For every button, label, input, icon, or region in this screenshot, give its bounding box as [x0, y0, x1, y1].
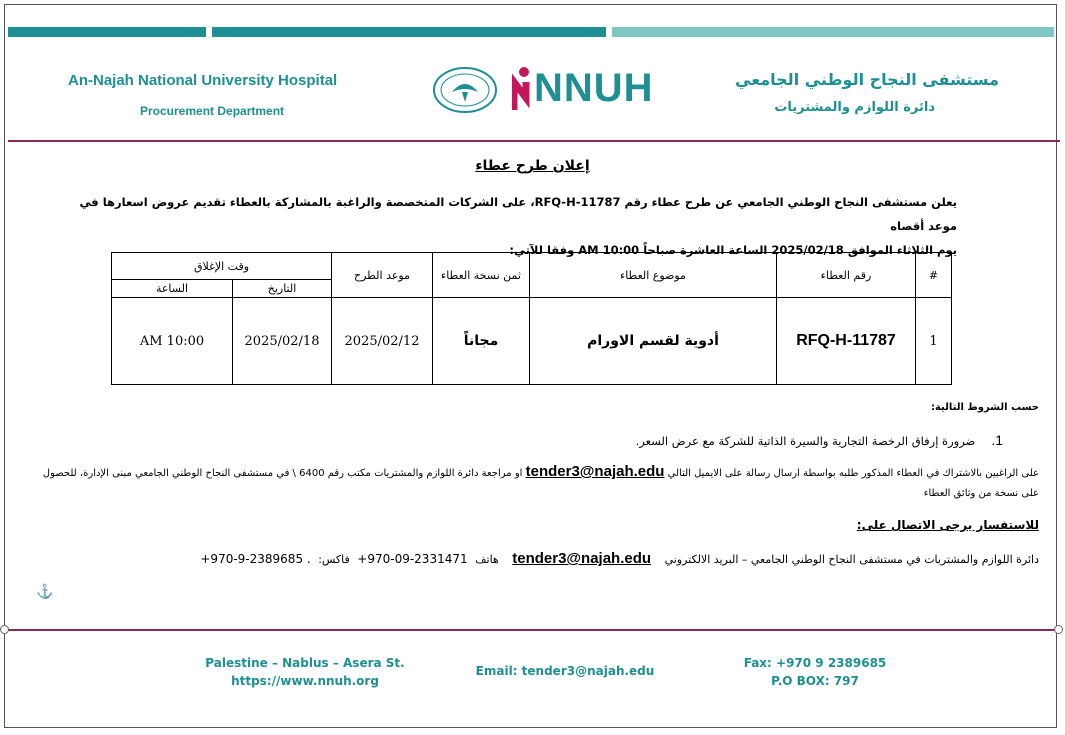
- col-subject-header: موضوع العطاء: [530, 253, 777, 298]
- col-closing-date-header: التاريخ: [233, 280, 332, 298]
- note-email-link[interactable]: tender3@najah.edu: [525, 463, 665, 480]
- hospital-name-en: An-Najah National University Hospital: [68, 72, 338, 89]
- footer-fax: Fax: +970 9 2389685: [743, 656, 887, 670]
- inquiry-text: دائرة اللوازم والمشتريات في مستشفى النجاح الوطني الجامعي – البريد الالكتروني: [664, 553, 1039, 566]
- cell-offer-date: 2025/02/12: [332, 298, 433, 385]
- condition-item: [636, 432, 1003, 448]
- resize-handle[interactable]: [0, 625, 9, 634]
- inquiry-heading: للاستفسار يرجى الاتصال على:: [856, 518, 1039, 532]
- header-divider: [8, 140, 1060, 142]
- participation-note: [39, 462, 1039, 504]
- announcement-line: يعلن مستشفى النجاح الوطني الجامعي عن طرح عطاء رقم RFQ-H-11787، على الشركات المتخصصة والراغبة بالمشاركة بالعطاء تقديم عروض اسعارها في موعد أقصاه: [79, 195, 957, 233]
- phone-number: +970-09-2331471: [357, 552, 468, 566]
- header-stripe: [612, 27, 1054, 37]
- inquiry-email-link[interactable]: tender3@najah.edu: [512, 550, 652, 567]
- fax-number: +970-9-2389685 .: [200, 552, 311, 566]
- nnuh-logo: [512, 64, 662, 114]
- cell-copy-price: مجاناً: [433, 298, 530, 385]
- col-closing-header: وقت الإغلاق: [112, 253, 332, 280]
- footer-divider: [4, 629, 1060, 631]
- cell-tender-no: RFQ-H-11787: [777, 298, 916, 385]
- col-tender-no-header: رقم العطاء: [777, 253, 916, 298]
- col-closing-time-header: الساعة: [112, 280, 233, 298]
- table-row: [112, 298, 952, 385]
- footer-address-block: [200, 654, 410, 690]
- fax-label: فاكس:: [318, 553, 350, 566]
- anchor-icon: ⚓: [36, 584, 54, 600]
- department-name-en: Procurement Department: [140, 104, 285, 118]
- cell-closing-time: AM 10:00: [112, 298, 233, 385]
- header-stripe: [212, 27, 606, 37]
- header-stripe: [8, 27, 206, 37]
- footer-email: Email: tender3@najah.edu: [475, 664, 655, 678]
- footer-contact-block: [720, 654, 910, 690]
- department-name-ar: دائرة اللوازم والمشتريات: [774, 100, 935, 115]
- logo-text: NNUH: [534, 66, 654, 110]
- hospital-name-ar: مستشفى النجاح الوطني الجامعي: [735, 70, 999, 89]
- condition-text: ضرورة إرفاق الرخصة التجارية والسيرة الذاتية للشركة مع عرض السعر.: [635, 434, 976, 448]
- tender-table: [111, 252, 952, 385]
- resize-handle[interactable]: [1054, 625, 1063, 634]
- col-copy-price-header: ثمن نسخة العطاء: [433, 253, 530, 298]
- cell-number: 1: [916, 298, 952, 385]
- phone-label: هاتف: [475, 553, 499, 566]
- cell-closing-date: 2025/02/18: [233, 298, 332, 385]
- col-number-header: #: [916, 253, 952, 298]
- inquiry-line: [196, 550, 1039, 567]
- conditions-heading: حسب الشروط التالية:: [930, 402, 1039, 413]
- note-text: او مراجعة دائرة اللوازم والمشتريات مكتب رقم 6400 \ في مستشفى النجاح الوطني الجامعي مبنى الإدارة، للحصول على نسخة من وثائق العطاء: [42, 468, 1039, 499]
- footer-pobox: P.O BOX: 797: [771, 674, 859, 688]
- cell-subject: أدوية لقسم الاورام: [530, 298, 777, 385]
- announcement-line: يوم الثلاثاء الموافق 2025/02/18 الساعة العاشرة صباحاً AM 10:00 وفقا للآتي:: [509, 243, 957, 257]
- col-offer-date-header: موعد الطرح: [332, 253, 433, 298]
- announcement-title: إعلان طرح عطاء: [475, 158, 590, 174]
- university-seal-icon: [432, 66, 498, 114]
- note-text: على الراغبين بالاشتراك في العطاء المذكور طلبه بواسطة ارسال رسالة على الايميل التالي: [667, 468, 1039, 479]
- footer-address: Palestine – Nablus – Asera St.: [205, 656, 405, 670]
- condition-number: 1.: [991, 432, 1003, 448]
- footer-website: https://www.nnuh.org: [231, 674, 379, 688]
